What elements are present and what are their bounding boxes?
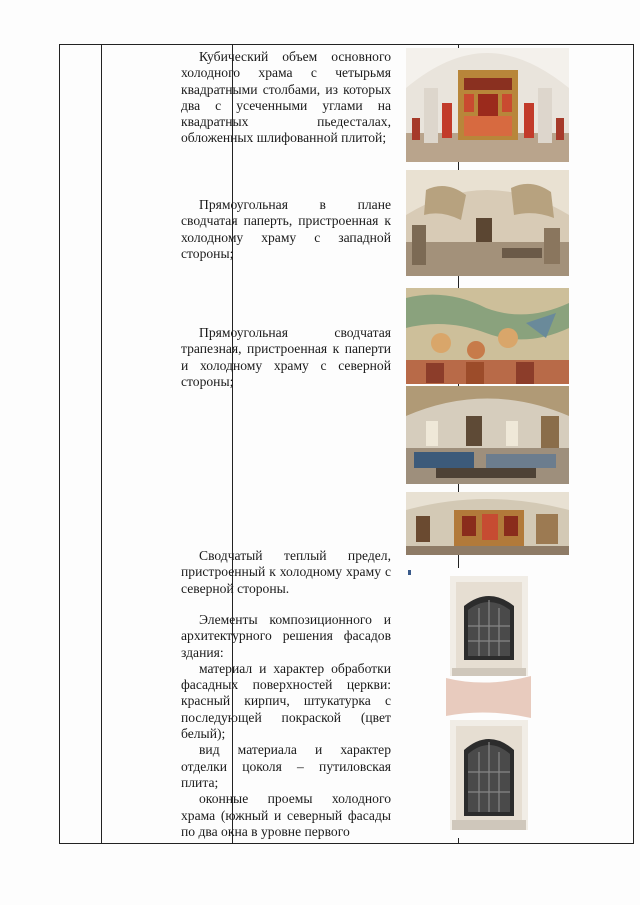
- description-block-1: [181, 49, 391, 147]
- church-interior-iconostasis-photo: [406, 48, 569, 162]
- paragraph-refectory: Прямоугольная сводчатая трапезная, пристроенная к паперти и холодному храму с северной стороны;: [181, 325, 391, 389]
- description-block-5: [181, 612, 391, 840]
- paragraph-facade-elements: Элементы композиционного и архитектурного решения фасадов здания:: [181, 612, 391, 660]
- paragraph-materials: материал и характер обработки фасадных поверхностей церкви: красный кирпич, штукатурка с последующей покраской (цвет белый);: [181, 660, 391, 742]
- paragraph-windows: оконные проемы холодного храма (южный и северный фасады по два окна в уровне первого: [181, 791, 391, 839]
- paragraph-porch: Прямоугольная в плане сводчатая паперть, пристроенная к холодному храму с западной стороны;: [181, 197, 391, 261]
- description-block-4: [181, 548, 391, 597]
- paragraph-warm-chapel: Сводчатый теплый предел, пристроенный к холодному храму с северной стороны.: [181, 548, 391, 596]
- facade-windows-photo: [406, 568, 569, 838]
- warm-chapel-iconostasis-photo: [406, 492, 569, 555]
- vaulted-porch-photo: [406, 170, 569, 276]
- description-block-3: [181, 325, 391, 390]
- column-divider: [101, 45, 102, 843]
- refectory-hall-photo: [406, 386, 569, 484]
- painted-vault-fresco-photo: [406, 288, 569, 384]
- description-block-2: [181, 197, 391, 262]
- paragraph-plinth: вид материала и характер отделки цоколя – путиловская плита;: [181, 742, 391, 790]
- paragraph-cold-temple: Кубический объем основного холодного храма с четырьмя квадратными столбами, из которых два с усеченными углами на квадратных пьедесталах, обложенных шлифованной плитой;: [181, 49, 391, 146]
